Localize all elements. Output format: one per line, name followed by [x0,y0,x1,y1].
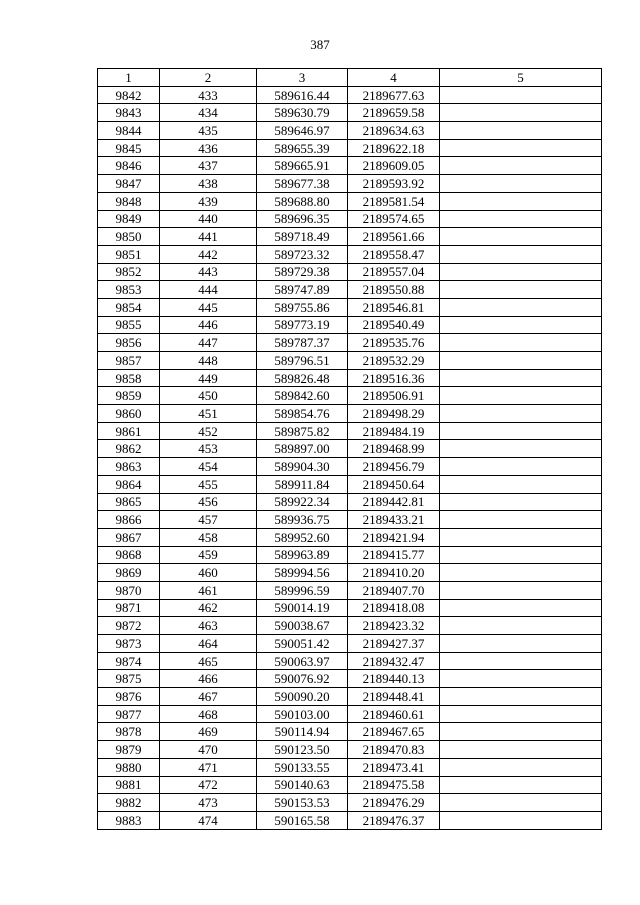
table-cell: 590076.92 [257,670,348,688]
table-row [98,564,602,582]
table-cell [440,776,602,794]
table-cell: 447 [160,334,257,352]
table-row [98,157,602,175]
table-cell: 474 [160,811,257,829]
table-cell: 589665.91 [257,157,348,175]
table-cell: 2189468.99 [348,440,440,458]
table-cell: 457 [160,511,257,529]
column-header: 5 [440,69,602,87]
table-cell: 2189540.49 [348,316,440,334]
table-cell: 443 [160,263,257,281]
table-cell: 590090.20 [257,688,348,706]
table-row [98,776,602,794]
table-cell [440,581,602,599]
table-row [98,192,602,210]
table-cell: 436 [160,139,257,157]
table-row [98,635,602,653]
table-cell: 2189677.63 [348,86,440,104]
table-cell: 469 [160,723,257,741]
table-header-row [98,69,602,87]
table-row [98,122,602,140]
table-cell: 2189532.29 [348,352,440,370]
table-cell [440,334,602,352]
table-row [98,175,602,193]
table-cell: 589796.51 [257,352,348,370]
table-body [98,86,602,829]
table-cell: 9866 [98,511,160,529]
table-cell: 590123.50 [257,741,348,759]
table-cell: 2189423.32 [348,617,440,635]
table-cell: 590038.67 [257,617,348,635]
column-header: 3 [257,69,348,87]
table-cell: 9861 [98,422,160,440]
table-cell [440,122,602,140]
table-row [98,245,602,263]
table-cell: 2189421.94 [348,528,440,546]
table-cell [440,617,602,635]
table-row [98,352,602,370]
table-cell: 590114.94 [257,723,348,741]
page-number: 387 [310,37,330,52]
table-cell: 590051.42 [257,635,348,653]
table-cell: 2189498.29 [348,405,440,423]
table-cell: 473 [160,794,257,812]
table-cell: 440 [160,210,257,228]
table-cell: 2189558.47 [348,245,440,263]
table-cell: 589718.49 [257,228,348,246]
table-cell: 459 [160,546,257,564]
table-cell: 9873 [98,635,160,653]
column-header: 1 [98,69,160,87]
table-cell [440,635,602,653]
table-cell: 2189574.65 [348,210,440,228]
table-row [98,387,602,405]
table-cell: 589646.97 [257,122,348,140]
table-cell: 589655.39 [257,139,348,157]
table-cell [440,511,602,529]
table-cell: 590103.00 [257,705,348,723]
table-cell: 2189476.37 [348,811,440,829]
table-cell: 9853 [98,281,160,299]
table-cell: 9847 [98,175,160,193]
table-cell [440,546,602,564]
table-row [98,688,602,706]
table-cell [440,263,602,281]
table-cell [440,670,602,688]
table-cell: 2189473.41 [348,758,440,776]
table-cell [440,281,602,299]
table-cell: 589996.59 [257,581,348,599]
table-row [98,263,602,281]
table-cell: 590165.58 [257,811,348,829]
table-cell: 2189460.61 [348,705,440,723]
table-cell: 2189557.04 [348,263,440,281]
table-row [98,581,602,599]
table-cell: 2189407.70 [348,581,440,599]
table-cell: 589688.80 [257,192,348,210]
table-cell: 589904.30 [257,458,348,476]
table-cell: 2189609.05 [348,157,440,175]
table-cell: 449 [160,369,257,387]
table-cell [440,86,602,104]
table-cell: 446 [160,316,257,334]
table-row [98,440,602,458]
table-cell: 589773.19 [257,316,348,334]
table-cell: 438 [160,175,257,193]
table-cell: 2189418.08 [348,599,440,617]
table-cell: 456 [160,493,257,511]
table-cell: 9862 [98,440,160,458]
table-cell: 9857 [98,352,160,370]
table-cell: 589755.86 [257,298,348,316]
table-cell: 466 [160,670,257,688]
table-row [98,86,602,104]
table-row [98,104,602,122]
table-cell: 2189450.64 [348,475,440,493]
table-cell: 445 [160,298,257,316]
table-cell [440,157,602,175]
table-cell: 589897.00 [257,440,348,458]
table-row [98,511,602,529]
table-cell: 590140.63 [257,776,348,794]
table-cell: 589952.60 [257,528,348,546]
table-cell: 589854.76 [257,405,348,423]
table-row [98,298,602,316]
table-cell: 454 [160,458,257,476]
table-cell: 589875.82 [257,422,348,440]
table-cell: 9863 [98,458,160,476]
table-cell: 9879 [98,741,160,759]
table-cell: 2189476.29 [348,794,440,812]
table-cell [440,705,602,723]
table-cell: 2189448.41 [348,688,440,706]
table-cell: 2189427.37 [348,635,440,653]
table-cell: 444 [160,281,257,299]
table-cell: 9858 [98,369,160,387]
table-cell [440,210,602,228]
table-cell: 439 [160,192,257,210]
table-cell [440,316,602,334]
table-cell [440,475,602,493]
table-cell: 437 [160,157,257,175]
table-cell: 589842.60 [257,387,348,405]
table-cell: 2189634.63 [348,122,440,140]
table-cell: 9845 [98,139,160,157]
table-cell: 590153.53 [257,794,348,812]
table-cell: 460 [160,564,257,582]
table-cell: 464 [160,635,257,653]
table-row [98,794,602,812]
table-cell: 2189475.58 [348,776,440,794]
table-cell: 462 [160,599,257,617]
table-cell: 9880 [98,758,160,776]
table-cell: 589994.56 [257,564,348,582]
table-cell [440,723,602,741]
table-cell: 2189535.76 [348,334,440,352]
table-cell: 9852 [98,263,160,281]
table-row [98,369,602,387]
table-cell: 2189561.66 [348,228,440,246]
table-cell [440,352,602,370]
table-cell: 435 [160,122,257,140]
table-cell: 468 [160,705,257,723]
table-cell: 590133.55 [257,758,348,776]
table-cell: 9842 [98,86,160,104]
table-row [98,546,602,564]
table-cell [440,387,602,405]
table-cell [440,175,602,193]
table-cell: 470 [160,741,257,759]
table-cell: 9868 [98,546,160,564]
table-cell: 589787.37 [257,334,348,352]
table-cell: 589936.75 [257,511,348,529]
table-cell: 2189659.58 [348,104,440,122]
table-cell: 434 [160,104,257,122]
table-cell [440,794,602,812]
table-cell: 9875 [98,670,160,688]
table-cell: 590014.19 [257,599,348,617]
table-cell: 9850 [98,228,160,246]
table-cell: 441 [160,228,257,246]
table-row [98,723,602,741]
column-header: 2 [160,69,257,87]
table-cell: 467 [160,688,257,706]
table-cell: 2189593.92 [348,175,440,193]
table-cell: 589747.89 [257,281,348,299]
table-cell: 590063.97 [257,652,348,670]
table-cell: 453 [160,440,257,458]
table-row [98,811,602,829]
table-cell: 2189467.65 [348,723,440,741]
table-row [98,493,602,511]
table-cell [440,192,602,210]
table-row [98,334,602,352]
table-cell: 458 [160,528,257,546]
table-cell: 9870 [98,581,160,599]
table-cell: 9851 [98,245,160,263]
table-cell: 451 [160,405,257,423]
table-cell: 2189410.20 [348,564,440,582]
table-cell: 461 [160,581,257,599]
table-cell: 2189622.18 [348,139,440,157]
table-cell: 2189470.83 [348,741,440,759]
table-cell: 9881 [98,776,160,794]
table-row [98,210,602,228]
table-cell: 589729.38 [257,263,348,281]
table-cell [440,405,602,423]
table-cell: 2189546.81 [348,298,440,316]
table-cell: 450 [160,387,257,405]
table-cell: 589723.32 [257,245,348,263]
table-cell: 9846 [98,157,160,175]
table-cell: 2189484.19 [348,422,440,440]
table-cell: 9849 [98,210,160,228]
table-cell [440,688,602,706]
table-row [98,405,602,423]
table-cell [440,741,602,759]
table-cell: 2189516.36 [348,369,440,387]
table-cell: 2189456.79 [348,458,440,476]
table-cell: 589911.84 [257,475,348,493]
table-cell [440,228,602,246]
table-cell [440,104,602,122]
table-cell: 433 [160,86,257,104]
table-cell: 2189442.81 [348,493,440,511]
table-cell: 471 [160,758,257,776]
table-cell [440,440,602,458]
table-cell: 9882 [98,794,160,812]
table-cell: 9854 [98,298,160,316]
table-cell [440,298,602,316]
table-row [98,705,602,723]
table-cell: 9874 [98,652,160,670]
table-cell: 9848 [98,192,160,210]
table-cell: 9864 [98,475,160,493]
table-cell: 2189550.88 [348,281,440,299]
table-cell [440,564,602,582]
table-cell [440,458,602,476]
table-cell: 442 [160,245,257,263]
table-cell: 2189440.13 [348,670,440,688]
table-cell: 9867 [98,528,160,546]
table-cell: 2189415.77 [348,546,440,564]
table-row [98,741,602,759]
table-cell [440,139,602,157]
table-row [98,617,602,635]
table-cell: 9843 [98,104,160,122]
table-row [98,670,602,688]
table-cell: 463 [160,617,257,635]
table-row [98,652,602,670]
table-cell: 589963.89 [257,546,348,564]
table-cell: 9856 [98,334,160,352]
column-header: 4 [348,69,440,87]
coordinates-table [97,68,602,830]
table-cell: 9869 [98,564,160,582]
table-cell: 2189432.47 [348,652,440,670]
table-cell: 589630.79 [257,104,348,122]
table-row [98,422,602,440]
table-cell: 589696.35 [257,210,348,228]
table-cell [440,811,602,829]
table-cell: 472 [160,776,257,794]
table-cell [440,528,602,546]
table-cell: 9871 [98,599,160,617]
table-cell: 9883 [98,811,160,829]
table-cell: 9859 [98,387,160,405]
table-row [98,281,602,299]
table-cell: 452 [160,422,257,440]
table-row [98,139,602,157]
table-row [98,758,602,776]
table-cell: 2189433.21 [348,511,440,529]
table-cell: 9860 [98,405,160,423]
table-cell [440,652,602,670]
table-cell [440,599,602,617]
table-row [98,599,602,617]
table-cell: 9876 [98,688,160,706]
table-cell [440,369,602,387]
table-cell: 2189506.91 [348,387,440,405]
table-row [98,228,602,246]
table-cell [440,758,602,776]
table-cell: 589826.48 [257,369,348,387]
table-cell: 9872 [98,617,160,635]
table-cell: 465 [160,652,257,670]
table-row [98,475,602,493]
table-cell [440,493,602,511]
table-cell: 589616.44 [257,86,348,104]
table-row [98,316,602,334]
table-cell: 448 [160,352,257,370]
table-cell: 455 [160,475,257,493]
table-cell: 9878 [98,723,160,741]
table-cell: 2189581.54 [348,192,440,210]
table-cell [440,422,602,440]
table-row [98,458,602,476]
table-cell: 9865 [98,493,160,511]
table-cell: 9844 [98,122,160,140]
table-row [98,528,602,546]
table-cell [440,245,602,263]
table-cell: 9877 [98,705,160,723]
table-cell: 589677.38 [257,175,348,193]
table-cell: 589922.34 [257,493,348,511]
table-cell: 9855 [98,316,160,334]
